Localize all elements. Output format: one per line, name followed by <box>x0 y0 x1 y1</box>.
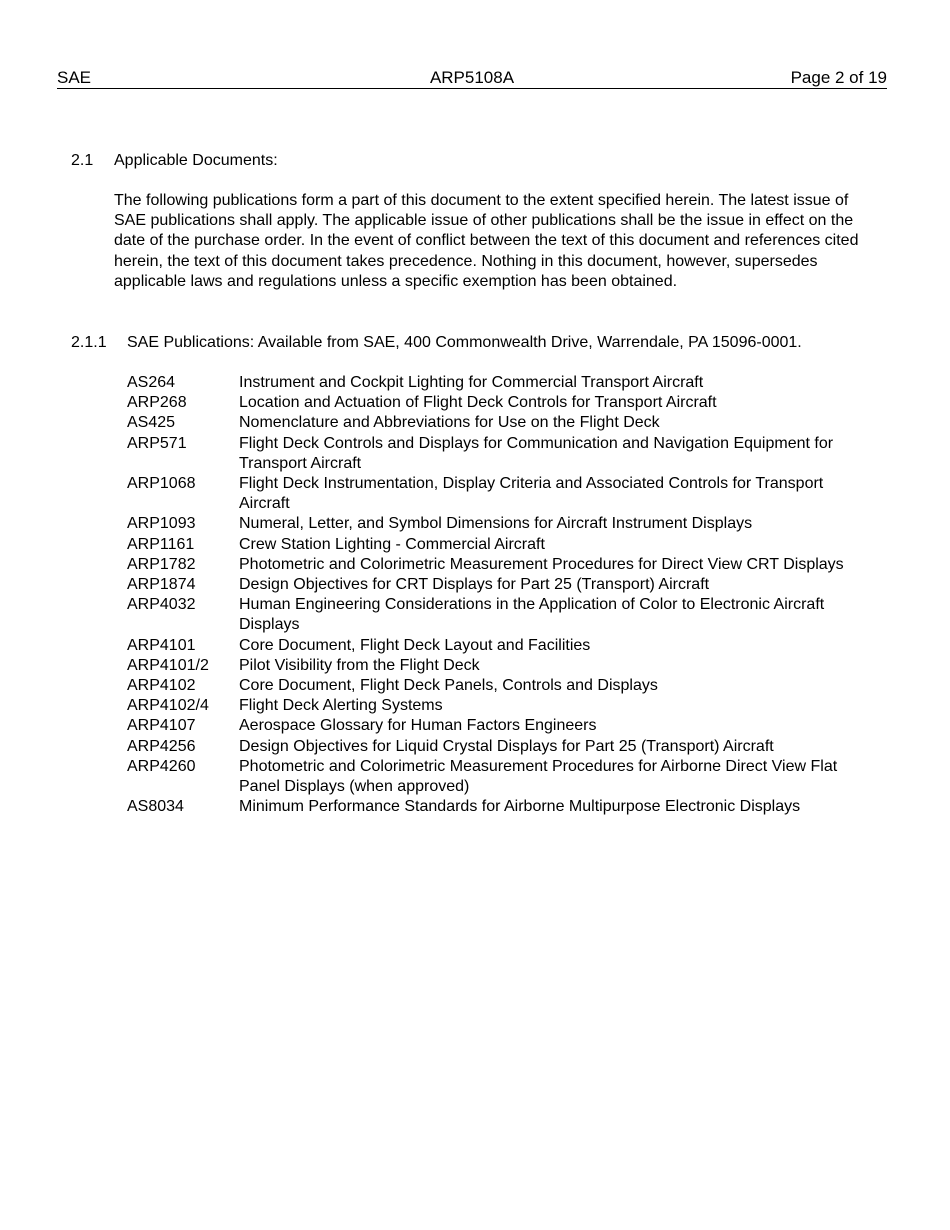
reference-item <box>127 514 872 534</box>
reference-id: ARP4032 <box>127 596 196 614</box>
reference-id: ARP1874 <box>127 576 196 594</box>
reference-title: Flight Deck Controls and Displays for Communication and Navigation Equipment for Transport Aircraft <box>239 434 834 472</box>
reference-title: Pilot Visibility from the Flight Deck <box>239 656 480 674</box>
page-header <box>57 68 887 89</box>
reference-title: Design Objectives for CRT Displays for Part 25 (Transport) Aircraft <box>239 576 710 594</box>
reference-item <box>127 797 872 817</box>
header-page-number: Page 2 of 19 <box>790 68 887 87</box>
reference-item <box>127 737 872 757</box>
reference-id: ARP1068 <box>127 475 196 493</box>
reference-id: ARP571 <box>127 434 187 452</box>
reference-title: Flight Deck Instrumentation, Display Criteria and Associated Controls for Transport Aircraft <box>239 475 824 513</box>
reference-title: Core Document, Flight Deck Layout and Facilities <box>239 636 591 654</box>
reference-title: Aerospace Glossary for Human Factors Engineers <box>239 717 597 735</box>
reference-id: AS425 <box>127 414 176 432</box>
reference-title: Minimum Performance Standards for Airborne Multipurpose Electronic Displays <box>239 798 801 816</box>
reference-item <box>127 595 872 635</box>
reference-id: ARP1161 <box>127 535 195 553</box>
reference-item <box>127 413 872 433</box>
reference-title: Nomenclature and Abbreviations for Use on the Flight Deck <box>239 414 660 432</box>
reference-item <box>127 575 872 595</box>
reference-item <box>127 716 872 736</box>
reference-item <box>127 676 872 696</box>
section-number: 2.1 <box>71 152 94 169</box>
reference-item <box>127 656 872 676</box>
reference-id: ARP4102/4 <box>127 697 209 715</box>
reference-title: Human Engineering Considerations in the Application of Color to Electronic Aircraft Displays <box>239 596 825 634</box>
reference-id: AS264 <box>127 374 176 391</box>
reference-item <box>127 434 872 474</box>
reference-list <box>127 373 872 817</box>
reference-title: Photometric and Colorimetric Measurement Procedures for Airborne Direct View Flat Panel Displays (when approved) <box>239 757 838 796</box>
reference-item <box>127 636 872 656</box>
reference-id: ARP1782 <box>127 555 196 573</box>
reference-item <box>127 474 872 514</box>
reference-item <box>127 696 872 716</box>
reference-title: Location and Actuation of Flight Deck Controls for Transport Aircraft <box>239 394 717 412</box>
reference-id: ARP4107 <box>127 717 196 735</box>
reference-title: Core Document, Flight Deck Panels, Controls and Displays <box>239 677 658 695</box>
subsection-number: 2.1.1 <box>71 334 107 351</box>
reference-title: Numeral, Letter, and Symbol Dimensions for Aircraft Instrument Displays <box>239 515 753 533</box>
reference-id: ARP1093 <box>127 515 196 533</box>
subsection-title: SAE Publications: Available from SAE, 400 Commonwealth Drive, Warrendale, PA 15096-0001. <box>127 334 802 351</box>
reference-item <box>127 757 872 797</box>
reference-title: Instrument and Cockpit Lighting for Commercial Transport Aircraft <box>239 374 704 391</box>
reference-title: Photometric and Colorimetric Measurement Procedures for Direct View CRT Displays <box>239 555 844 573</box>
section-title: Applicable Documents: <box>114 152 278 169</box>
reference-id: ARP4101 <box>127 636 196 654</box>
reference-item <box>127 535 872 555</box>
reference-id: ARP268 <box>127 394 187 412</box>
reference-title: Flight Deck Alerting Systems <box>239 697 443 715</box>
reference-item <box>127 373 872 393</box>
reference-title: Crew Station Lighting - Commercial Aircraft <box>239 535 545 553</box>
reference-item <box>127 555 872 575</box>
header-document-number: ARP5108A <box>429 68 515 87</box>
reference-id: ARP4260 <box>127 757 196 775</box>
section-paragraph: The following publications form a part of this document to the extent specified herein. The latest issue of SAE publications shall apply. The applicable issue of other publications shall be the issue in effect on the date of the purchase order. In the event of conflict between the text of this document and references cited herein, the text of this document takes precedence. Nothing in this document, however, supersedes applicable laws and regulations unless a specific exemption has been obtained. <box>114 192 859 290</box>
reference-item <box>127 393 872 413</box>
reference-id: ARP4102 <box>127 677 196 695</box>
header-organization: SAE <box>57 68 92 87</box>
reference-id: ARP4256 <box>127 737 196 755</box>
reference-id: AS8034 <box>127 798 184 816</box>
reference-id: ARP4101/2 <box>127 656 209 674</box>
reference-title: Design Objectives for Liquid Crystal Displays for Part 25 (Transport) Aircraft <box>239 737 774 755</box>
